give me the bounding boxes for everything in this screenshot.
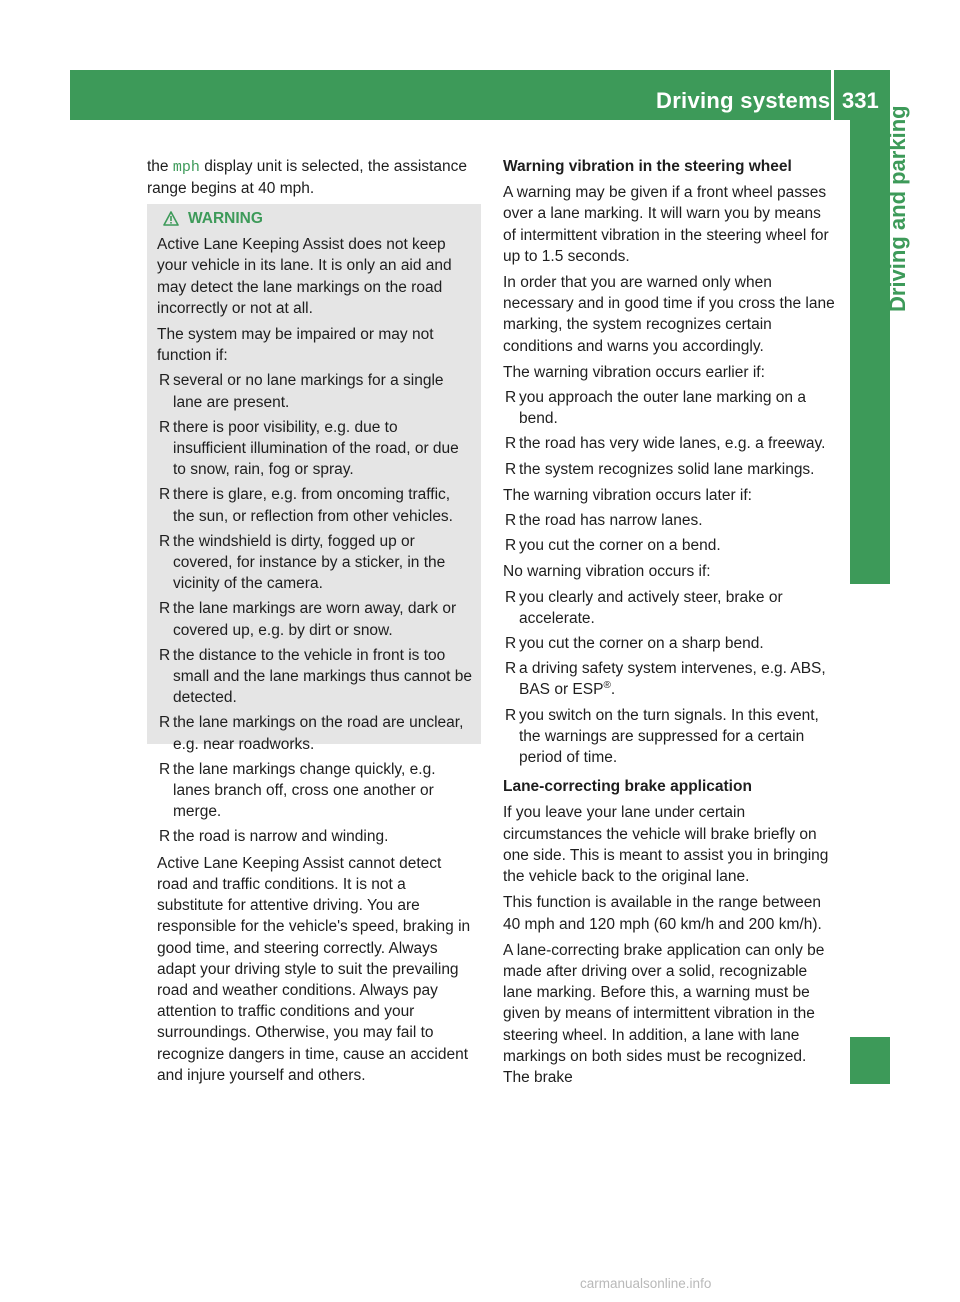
list-item — [503, 705, 835, 769]
bullet-glyph: R — [159, 532, 171, 550]
bullet-text: you cut the corner on a bend. — [519, 537, 721, 555]
list-item — [503, 633, 835, 654]
bullet-glyph: R — [159, 828, 171, 846]
paragraph: A lane-correcting brake application can only be made after driving over a solid, recognizable lane marking. Before this, a warning must be given by means of intermittent vibration in the steering wheel. In addition, a lane with lane markings on both sides must be recognized. The brake — [503, 941, 825, 1086]
list-item — [503, 587, 835, 629]
warning-title: WARNING — [188, 210, 263, 227]
intro-text-pre: the — [147, 158, 169, 175]
bullet-text: there is glare, e.g. from oncoming traffic, the sun, or reflection from other vehicles. — [173, 486, 453, 525]
bullet-glyph: R — [159, 646, 171, 664]
section-heading-brake-application: Lane-correcting brake application — [503, 778, 752, 796]
warning-bullet — [157, 826, 473, 847]
bullet-glyph: R — [159, 418, 171, 436]
warning-paragraph-3: Active Lane Keeping Assist cannot detect road and traffic conditions. It is not a substitute for attentive driving. You are responsible for the vehicle's speed, braking in good time, and steering correctly. Always adapt your driving style to suit the prevailing road and weather conditions. Always pay attention to traffic conditions and your surroundings. Otherwise, you may fail to recognize dangers in time, cause an accident and injure yourself and others. — [157, 854, 471, 1084]
bullet-glyph: R — [505, 706, 517, 724]
bullet-text: a driving safety system intervenes, e.g. ABS, BAS or ESP — [519, 660, 826, 699]
intro-paragraph — [147, 156, 481, 199]
paragraph: In order that you are warned only when necessary and in good time if you cross the lane marking, the system recognizes certain conditions and warns you accordingly. — [503, 274, 835, 355]
bullet-text: the lane markings change quickly, e.g. lanes branch off, cross one another or merge. — [173, 760, 436, 821]
bullet-text: the road is narrow and winding. — [173, 828, 389, 846]
intro-text-post: display unit is selected, the assistance range begins at 40 mph. — [147, 158, 467, 198]
warning-bullet — [157, 417, 473, 481]
bullet-glyph: R — [505, 660, 517, 678]
warning-header — [157, 208, 473, 229]
bullet-text-end: . — [610, 681, 616, 699]
warning-bullet — [157, 484, 473, 526]
warning-bullet — [157, 712, 473, 754]
bullet-glyph: R — [505, 435, 517, 453]
bullet-text: the road has narrow lanes. — [519, 512, 703, 530]
list-item — [503, 535, 835, 556]
bullet-glyph: R — [159, 760, 171, 778]
bullet-glyph: R — [159, 486, 171, 504]
bullet-glyph: R — [505, 537, 517, 555]
warning-box — [147, 204, 481, 1084]
bullet-glyph: R — [159, 372, 171, 390]
bullet-text: the windshield is dirty, fogged up or covered, for instance by a sticker, in the vicinity of the camera. — [173, 532, 446, 593]
bullet-text: the distance to the vehicle in front is too small and the lane markings thus cannot be detected. — [173, 646, 472, 707]
paragraph: No warning vibration occurs if: — [503, 563, 711, 581]
bullet-glyph: R — [505, 512, 517, 530]
section-heading-warning-vibration: Warning vibration in the steering wheel — [503, 158, 792, 175]
bullet-text: several or no lane markings for a single lane are present. — [173, 372, 444, 411]
bullet-text: the lane markings are worn away, dark or covered up, e.g. by dirt or snow. — [173, 600, 457, 639]
warning-bullet — [157, 645, 473, 709]
list-item — [503, 658, 835, 700]
paragraph: This function is available in the range between 40 mph and 120 mph (60 km/h and 200 km/h). — [503, 894, 822, 933]
bullet-glyph: R — [505, 635, 517, 653]
bullet-glyph: R — [159, 714, 171, 732]
bullet-text: there is poor visibility, e.g. due to insufficient illumination of the road, or due to snow, rain, fog or spray. — [173, 418, 459, 479]
list-item — [503, 433, 835, 454]
warning-paragraph-1: Active Lane Keeping Assist does not keep your vehicle in its lane. It is only an aid and may detect the lane markings on the road incorrectly or not at all. — [157, 236, 452, 317]
paragraph: A warning may be given if a front wheel passes over a lane marking. It will warn you by means of intermittent vibration in the steering wheel for up to 1.5 seconds. — [503, 184, 829, 265]
header-separator — [831, 70, 834, 120]
section-title: Driving systems — [656, 88, 831, 113]
bullet-text: you switch on the turn signals. In this event, the warnings are suppressed for a certain period of time. — [519, 706, 819, 767]
bullet-glyph: R — [159, 600, 171, 618]
side-bar — [850, 120, 890, 584]
bullet-text: the system recognizes solid lane markings. — [519, 460, 815, 478]
right-column — [503, 156, 835, 1088]
paragraph: The warning vibration occurs earlier if: — [503, 363, 765, 381]
bullet-glyph: R — [505, 389, 517, 407]
paragraph: The warning vibration occurs later if: — [503, 486, 752, 504]
display-unit-term: mph — [172, 159, 200, 176]
bullet-text: you cut the corner on a sharp bend. — [519, 635, 764, 653]
list-item — [503, 510, 835, 531]
bullet-text: you clearly and actively steer, brake or accelerate. — [519, 588, 783, 627]
footer-watermark: carmanualsonline.info — [580, 1276, 712, 1291]
left-column — [147, 156, 481, 199]
list-item — [503, 459, 835, 480]
bullet-text: the lane markings on the road are unclear, e.g. near roadworks. — [173, 714, 464, 753]
bullet-glyph: R — [505, 588, 517, 606]
bullet-text: you approach the outer lane marking on a bend. — [519, 389, 806, 428]
warning-paragraph-2: The system may be impaired or may not function if: — [157, 326, 434, 365]
list-item — [503, 387, 835, 429]
warning-bullet — [157, 370, 473, 412]
page-number: 331 — [842, 88, 879, 113]
registered-mark: ® — [603, 680, 611, 692]
warning-bullet — [157, 531, 473, 595]
warning-bullet — [157, 598, 473, 640]
warning-triangle-icon — [163, 211, 179, 226]
bullet-glyph: R — [505, 460, 517, 478]
side-tab-marker — [850, 1037, 890, 1084]
chapter-label: Driving and parking — [885, 105, 910, 312]
bullet-text: the road has very wide lanes, e.g. a freeway. — [519, 435, 826, 453]
paragraph: If you leave your lane under certain circumstances the vehicle will brake briefly on one side. This is meant to assist you in bringing the vehicle back to the original lane. — [503, 804, 829, 886]
warning-bullet — [157, 759, 473, 823]
